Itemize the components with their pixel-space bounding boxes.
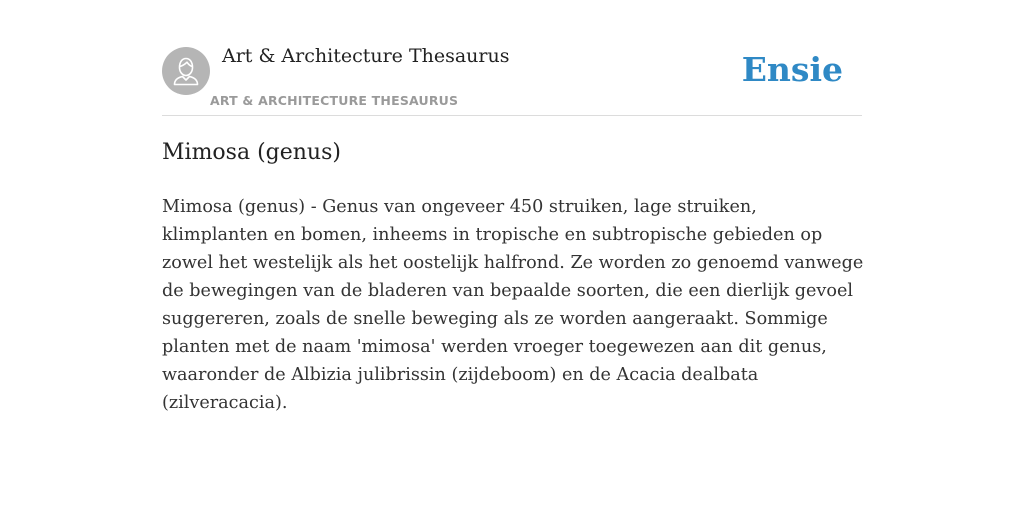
avatar[interactable] xyxy=(162,47,210,95)
brand-logo[interactable]: Ensie xyxy=(741,50,843,89)
entry-body: Mimosa (genus) - Genus van ongeveer 450 struiken, lage struiken, klimplanten en bomen, inheems in tropische en subtropische gebieden op zowel het westelijk als het oostelijk halfrond. Ze worden zo genoemd vanwege de bewegingen van de bladeren van bepaalde soorten, die een dierlijk gevoel suggereren, zoals de snelle beweging als ze worden aangeraakt. Sommige planten met de naam 'mimosa' werden vroeger toegewezen aan dit genus, waaronder de Albizia julibrissin (zijdeboom) en de Acacia dealbata (zilveracacia). xyxy=(162,197,864,413)
user-icon xyxy=(162,47,210,95)
header xyxy=(162,40,862,116)
entry-title: Mimosa (genus) xyxy=(162,140,341,165)
source-title[interactable]: Art & Architecture Thesaurus xyxy=(222,45,510,67)
source-subtitle[interactable]: ART & ARCHITECTURE THESAURUS xyxy=(210,93,459,108)
